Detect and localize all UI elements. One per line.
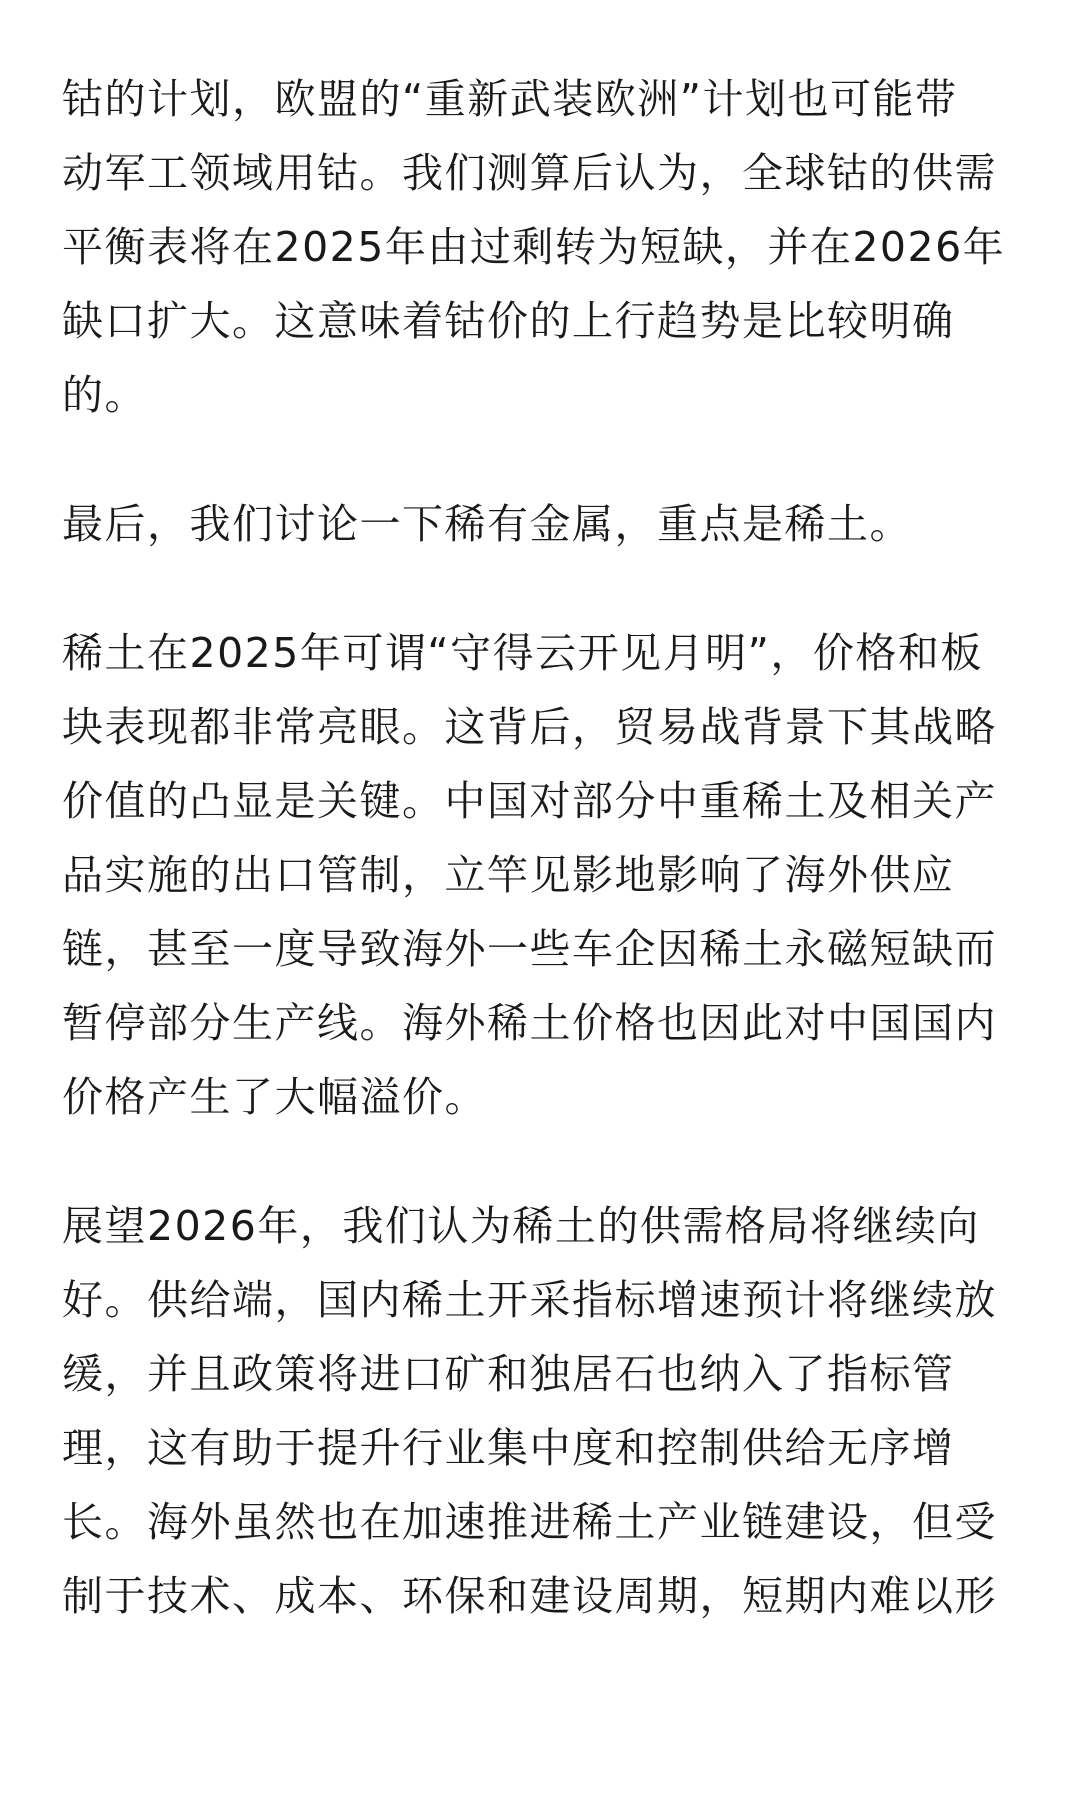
- paragraph-rare-earth-2026-outlook: 展望2026年，我们认为稀土的供需格局将继续向 好。供给端，国内稀土开采指标增速预计将继续放 缓，并且政策将进口矿和独居石也纳入了指标管 理，这有助于提升行业集中度和控制供给无序增 长。海外虽然也在加速推进稀土产业链建设，但受 制于技术、成本、环保和建设周期，短期内难以形: [62, 1202, 997, 1620]
- paragraph-rare-earth-2025: 稀土在2025年可谓“守得云开见月明”，价格和板 块表现都非常亮眼。这背后，贸易战背景下其战略 价值的凸显是关键。中国对部分中重稀土及相关产 品实施的出口管制，立竿见影地影响了海外供应 链，甚至一度导致海外一些车企因稀土永磁短缺而 暂停部分生产线。海外稀土价格也因此对中国国内 价格产生了大幅溢价。: [62, 629, 997, 1121]
- paragraph-cobalt-outlook: 钴的计划，欧盟的“重新武装欧洲”计划也可能带 动军工领域用钴。我们测算后认为，全球钴的供需 平衡表将在2025年由过剩转为短缺，并在2026年 缺口扩大。这意味着钴价的上行趋势是比较明确 的。: [62, 75, 1006, 419]
- paragraph-rare-metals-intro: 最后，我们讨论一下稀有金属，重点是稀土。: [62, 500, 912, 548]
